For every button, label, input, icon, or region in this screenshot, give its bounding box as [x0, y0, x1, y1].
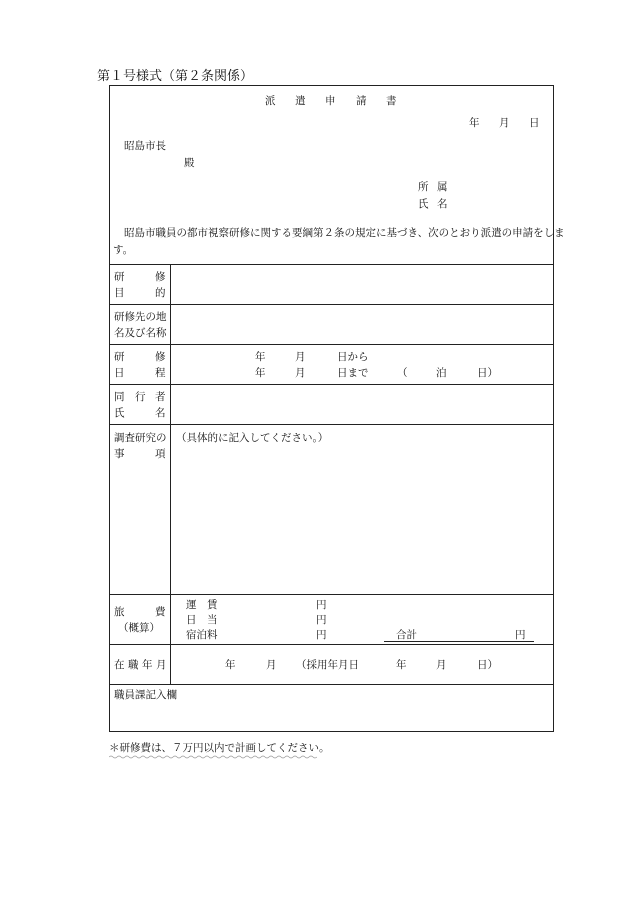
hire-year: 年	[396, 659, 407, 671]
travel-item-unit: 円	[316, 614, 327, 626]
honorific: 殿	[184, 157, 195, 169]
date-day-label: 日	[529, 117, 540, 129]
title-char-4: 請	[356, 95, 367, 107]
schedule-start-day: 日から	[337, 351, 369, 363]
companions-label-char: 名	[155, 407, 166, 419]
application-form	[109, 85, 565, 732]
schedule-nights: 泊	[436, 367, 447, 379]
research-instruction: （具体的に記入してください。）	[176, 432, 329, 444]
schedule-label-char: 修	[155, 351, 166, 363]
footnote-wavy-underline	[109, 755, 317, 759]
row-divider	[110, 644, 553, 645]
tenure-year: 年	[225, 659, 236, 671]
purpose-label-char: 目	[114, 287, 125, 299]
research-label-line-1: 調査研究の	[114, 432, 167, 444]
title-char-2: 遣	[295, 95, 306, 107]
research-label-char: 項	[155, 448, 166, 460]
tenure-label-char: 在	[114, 659, 125, 671]
purpose-label-char: 修	[155, 271, 166, 283]
travel-item-name: 宿泊料	[186, 629, 218, 641]
destination-label-line-1: 研修先の地	[114, 311, 167, 323]
travel-item-name: 日 当	[186, 614, 218, 626]
schedule-start-year: 年	[255, 351, 266, 363]
title-char-1: 派	[265, 95, 276, 107]
travel-label-char: 旅	[114, 606, 125, 618]
row-divider	[110, 424, 553, 425]
schedule-days: 日）	[477, 367, 498, 379]
affiliation-label-char-1: 所	[418, 181, 429, 193]
schedule-label-char: 日	[114, 367, 125, 379]
schedule-end-month: 月	[295, 367, 306, 379]
date-year-label: 年	[469, 117, 480, 129]
research-label-char: 事	[114, 448, 125, 460]
date-month-label: 月	[499, 117, 510, 129]
row-divider	[110, 344, 553, 345]
travel-item-unit: 円	[316, 629, 327, 641]
tenure-label-char: 職	[128, 659, 139, 671]
travel-label-line-2: （概算）	[118, 622, 160, 634]
schedule-start-month: 月	[295, 351, 306, 363]
schedule-label-char: 程	[155, 367, 166, 379]
row-divider	[110, 684, 553, 685]
title-char-3: 申	[325, 95, 336, 107]
travel-total-label: 合計	[396, 629, 417, 641]
schedule-label-char: 研	[114, 351, 125, 363]
form-number-title: 第１号様式（第２条関係）	[97, 69, 254, 84]
statement-line-1: 昭島市職員の都市視察研修に関する要綱第２条の規定に基づき、次のとおり派遣の申請をしま	[124, 227, 565, 239]
purpose-label-char: 的	[155, 287, 166, 299]
name-label-char-2: 名	[437, 198, 448, 210]
tenure-month: 月	[266, 659, 277, 671]
hire-month: 月	[436, 659, 447, 671]
label-column-divider	[170, 644, 171, 684]
travel-item-unit: 円	[316, 599, 327, 611]
schedule-end-day: 日まで	[337, 367, 369, 379]
travel-item-name: 運 賃	[186, 599, 218, 611]
companions-label-char: 同	[114, 391, 125, 403]
destination-field[interactable]	[171, 305, 552, 343]
office-use-label: 職員課記入欄	[114, 689, 177, 701]
companions-label-char: 行	[135, 391, 146, 403]
hire-day: 日）	[477, 659, 498, 671]
destination-label-line-2: 名及び名称	[114, 327, 167, 339]
affiliation-label-char-2: 属	[437, 181, 448, 193]
research-field[interactable]	[171, 448, 552, 593]
companions-label-char: 者	[155, 391, 166, 403]
row-divider	[110, 594, 553, 595]
name-label-char-1: 氏	[418, 198, 429, 210]
schedule-open-paren: （	[397, 367, 408, 379]
office-use-field[interactable]	[111, 704, 551, 730]
tenure-label-char: 月	[156, 659, 167, 671]
tenure-label-char: 年	[142, 659, 153, 671]
purpose-field[interactable]	[171, 265, 552, 303]
companions-field[interactable]	[171, 385, 552, 423]
companions-label-char: 氏	[114, 407, 125, 419]
travel-total-unit: 円	[515, 629, 526, 641]
footnote: ＊研修費は、７万円以内で計画してください。	[109, 742, 330, 754]
hire-date-label: （採用年月日	[296, 659, 359, 671]
addressee: 昭島市長	[124, 140, 166, 152]
statement-line-2: す。	[113, 244, 134, 256]
travel-label-char: 費	[155, 606, 166, 618]
schedule-end-year: 年	[255, 367, 266, 379]
title-char-5: 書	[386, 95, 397, 107]
purpose-label-char: 研	[114, 271, 125, 283]
total-underline	[384, 641, 534, 642]
